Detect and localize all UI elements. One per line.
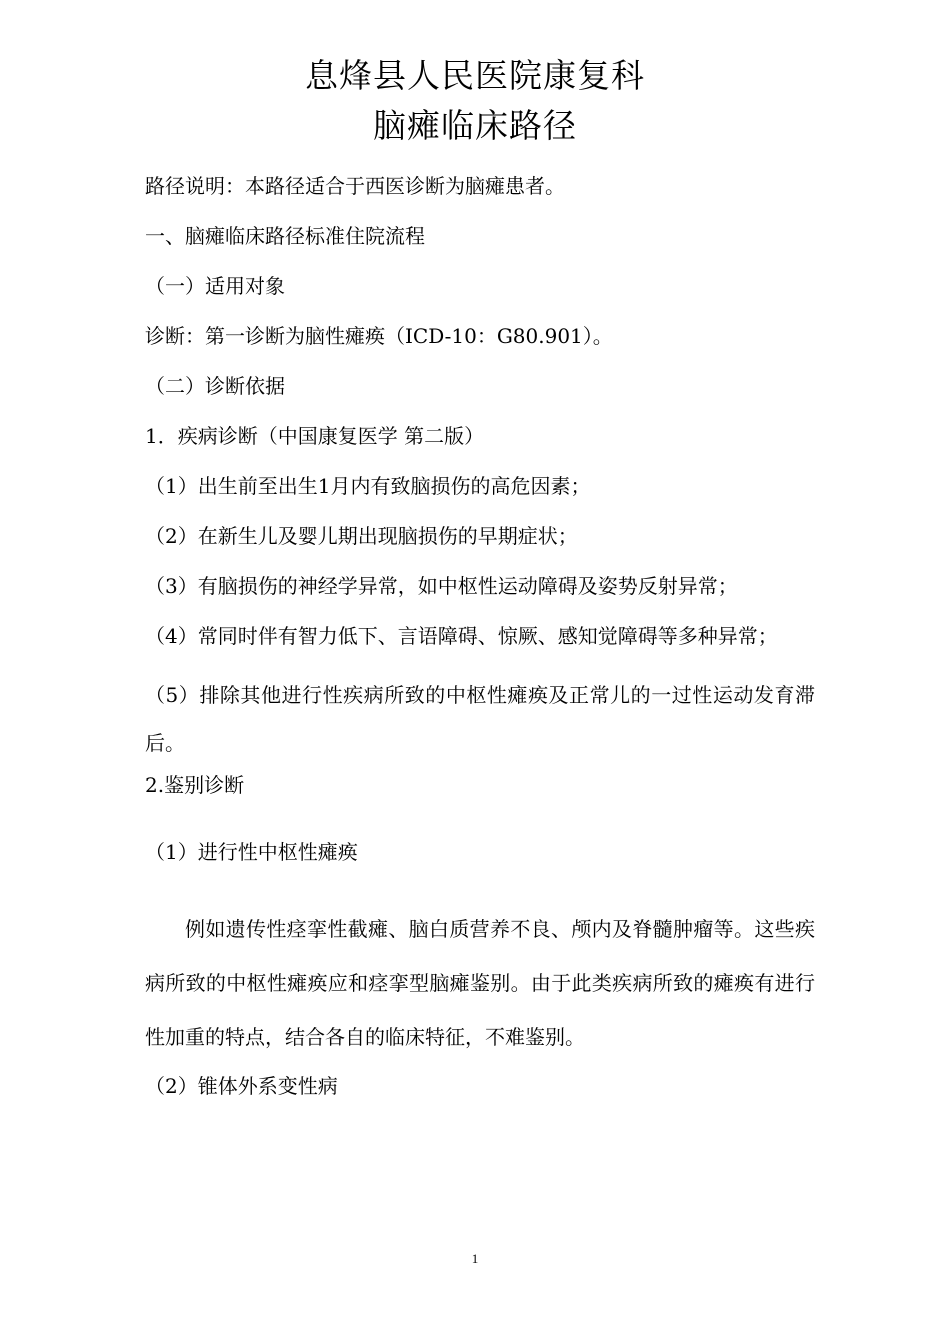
differential-paragraph-1: 例如遗传性痉挛性截瘫、脑白质营养不良、颅内及脊髓肿瘤等。这些疾病所致的中枢性瘫痪应和痉挛型脑瘫鉴别。由于此类疾病所致的瘫痪有进行性加重的特点，结合各自的临床特征，不难鉴别。 bbox=[145, 917, 815, 1049]
item-differential-diagnosis: 2.鉴别诊断 bbox=[145, 773, 245, 797]
criterion-3: （3）有脑损伤的神经学异常，如中枢性运动障碍及姿势反射异常； bbox=[145, 574, 738, 598]
document-title-pathway: 脑瘫临床路径 bbox=[373, 106, 577, 145]
path-note: 路径说明：本路径适合于西医诊断为脑瘫患者。 bbox=[145, 174, 565, 198]
section-heading-1: 一、脑瘫临床路径标准住院流程 bbox=[145, 224, 425, 248]
page-number: 1 bbox=[471, 1251, 479, 1266]
criterion-5: （5）排除其他进行性疾病所致的中枢性瘫痪及正常儿的一过性运动发育滞后。 bbox=[145, 683, 815, 755]
criterion-1: （1）出生前至出生1月内有致脑损伤的高危因素； bbox=[145, 474, 591, 498]
document-title-hospital: 息烽县人民医院康复科 bbox=[305, 56, 645, 95]
item-disease-diagnosis: 1．疾病诊断（中国康复医学 第二版） bbox=[145, 424, 485, 448]
differential-heading-1: （1）进行性中枢性瘫痪 bbox=[145, 840, 358, 864]
differential-heading-2: （2）锥体外系变性病 bbox=[145, 1074, 338, 1098]
subsection-heading-applicable-subjects: （一）适用对象 bbox=[145, 274, 285, 298]
criterion-2: （2）在新生儿及婴儿期出现脑损伤的早期症状； bbox=[145, 524, 578, 548]
subsection-heading-diagnostic-basis: （二）诊断依据 bbox=[145, 374, 285, 398]
diagnosis-line: 诊断：第一诊断为脑性瘫痪（ICD-10：G80.901）。 bbox=[145, 324, 613, 348]
criterion-4: （4）常同时伴有智力低下、言语障碍、惊厥、感知觉障碍等多种异常； bbox=[145, 624, 778, 648]
